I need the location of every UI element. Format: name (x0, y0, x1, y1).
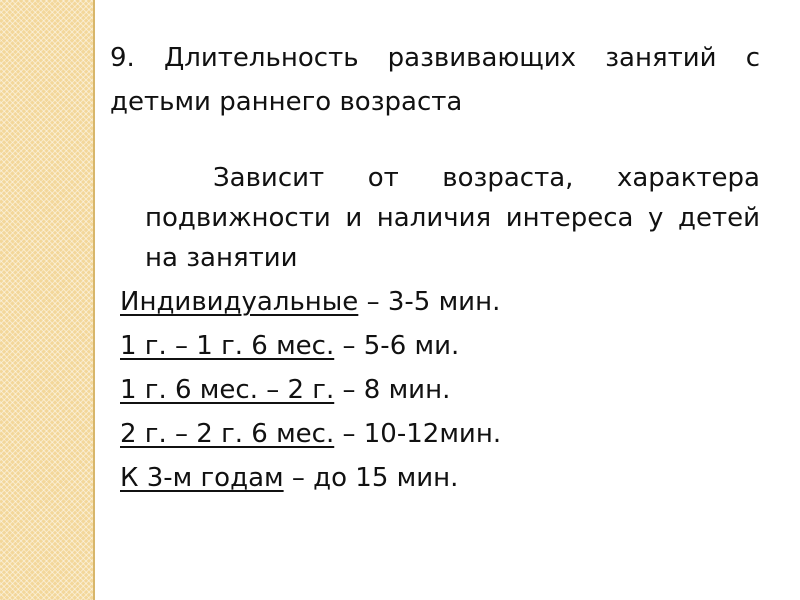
side-divider-line (93, 0, 95, 600)
list-item (120, 324, 501, 368)
age-group-label: К 3-м годам (120, 463, 284, 493)
duration-value: – 10-12мин. (334, 419, 502, 449)
age-group-label: 1 г. – 1 г. 6 мес. (120, 331, 335, 361)
duration-value: – 5-6 ми. (334, 331, 460, 361)
decorative-side-bar (0, 0, 93, 600)
list-item (120, 368, 501, 412)
list-item (120, 456, 501, 500)
age-group-label: 1 г. 6 мес. – 2 г. (120, 375, 335, 405)
list-item (120, 280, 501, 324)
duration-value: – 8 мин. (334, 375, 451, 405)
slide-body-text: Зависит от возраста, характера подвижности и наличия интереса у детей на занятии (145, 163, 760, 273)
slide-title: 9. Длительность развивающих занятий с детьми раннего возраста (110, 43, 760, 117)
list-item (120, 412, 501, 456)
duration-list (120, 280, 501, 500)
age-group-label: 2 г. – 2 г. 6 мес. (120, 419, 335, 449)
duration-value: – 3-5 мин. (358, 287, 501, 317)
age-group-label: Индивидуальные (120, 287, 359, 317)
duration-value: – до 15 мин. (283, 463, 459, 493)
